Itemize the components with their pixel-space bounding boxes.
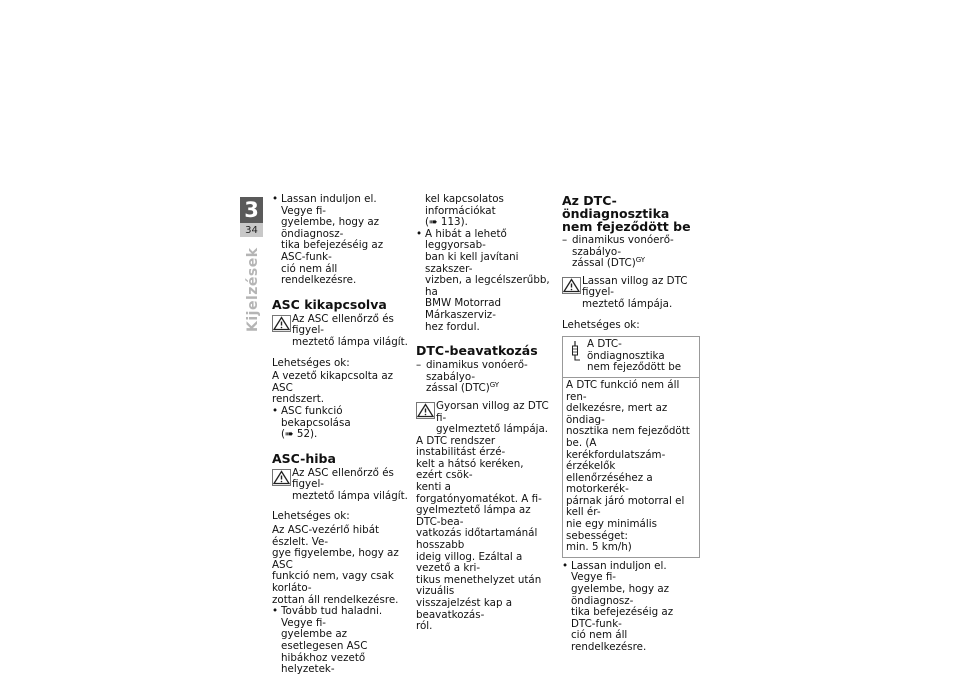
warning-triangle-icon [416,402,435,419]
text-line: kenti a forgatónyomatékot. A fi- [416,481,542,505]
cause-text [272,525,409,606]
text-line: hibákhoz vezető helyzetek- [281,651,366,676]
text-line: Az ASC ellenőrző és figyel- [292,466,394,491]
text-line: zottan áll rendelkezésre. [272,593,399,606]
text-line: • ASC funkció bekapcsolása [281,404,351,429]
text-line [572,258,700,270]
heading-dtc-selfdiag [562,194,700,233]
chapter-number: 3 [240,197,263,223]
page-reference-link[interactable]: (➠ 52). [281,428,318,441]
bullet-asc-enable [272,406,409,441]
text-line: delkezésre, mert az öndiag- [566,402,668,426]
possible-cause-label: Lehetséges ok: [272,510,350,523]
text-line: min. 5 km/h) [566,541,632,554]
text-line: párnak járó motorral el kell ér- [566,494,685,519]
text-line: gyelmeztető lámpája. [436,423,549,436]
text-line: nie egy minimális sebességet: [566,518,657,542]
text-line: ció nem áll rendelkezésre. [571,629,647,653]
warning-triangle-icon [562,277,581,294]
heading-line: nem fejeződött be [562,219,691,234]
diagnosis-icon [569,340,581,362]
heading-asc-fault: ASC-hiba [272,450,336,466]
text-line: gyelembe, hogy az öndiagnosz- [571,583,670,607]
possible-cause-label: Lehetséges ok: [272,356,350,369]
warning-triangle-icon [272,469,291,486]
info-box-header [563,337,699,378]
text-line: ról. [416,620,433,633]
text-line: rendszert. [272,393,325,406]
column-1 [272,194,409,676]
text-line: tikus menethelyzet után vizuális [416,573,542,598]
text-line: kerékfordulatszám-érzékelők [566,448,666,473]
text-line: A DTC funkció nem áll ren- [566,378,680,403]
text-line: – dinamikus vonóerő-szabályo- [572,234,674,258]
cause-text [272,371,409,406]
heading-dtc-intervention: DTC-beavatkozás [416,343,538,359]
column-3 [562,194,700,654]
text-line: vizben, a legcélszerűbb, ha [425,274,550,298]
text-part: zással (DTC) [426,382,490,395]
dash-item-dtc [416,360,552,395]
chapter-tab [240,197,263,237]
text-line: • A hibát a lehető leggyorsab- [425,227,507,252]
text-line: gyelmeztető lámpa az DTC-bea- [416,504,531,528]
text-line: Az ASC ellenőrző és figyel- [292,312,394,337]
text-line: meztető lámpája. [582,297,673,310]
text-line: gye figyelembe, hogy az ASC [272,547,399,571]
option-superscript: GY [635,256,646,265]
text-line: kel kapcsolatos információkat [425,193,504,217]
warning-asc-fault [272,468,409,503]
bullet-start-slowly [272,194,409,287]
text-line: gyelembe az esetlegesen ASC [281,628,368,652]
warning-dtc-fast [416,401,552,436]
option-superscript: GY [489,381,500,390]
text-line: – dinamikus vonóerő-szabályo- [426,359,528,383]
text-line: A DTC rendszer instabilitást érzé- [416,434,506,459]
text-line: vatkozás időtartamánál hosszabb [416,527,538,552]
text-line: hez fordul. [425,320,480,333]
text-line: ció nem áll rendelkezésre. [281,262,357,287]
text-line: nosztika nem fejeződött be. (A [566,425,690,449]
dtc-text [416,436,552,633]
text-line: meztető lámpa világít. [292,335,408,348]
text-line: funkció nem, vagy csak korláto- [272,570,394,595]
text-line: • Lassan induljon el. Vegye fi- [571,559,667,584]
text-line: visszajelzést kap a beavatkozás- [416,597,513,621]
page-number: 34 [240,223,263,237]
text-part: zással (DTC) [572,257,636,270]
text-line: Az ASC-vezérlő hibát észlelt. Ve- [272,524,380,548]
dash-item-dtc [562,235,700,270]
text-line: BMW Motorrad Márkaszerviz- [425,297,502,321]
text-line: A DTC-öndiagnosztika [587,338,665,362]
warning-dtc-slow [562,276,700,311]
heading-line: Az DTC-öndiagnosztika [562,193,670,221]
text-line: • Lassan induljon el. Vegye fi- [281,193,377,217]
text-line: Gyorsan villog az DTC fi- [436,399,549,424]
bullet-continue [272,606,409,676]
text-line [426,383,552,395]
bullet-continued [416,194,552,229]
possible-cause-label: Lehetséges ok: [562,318,640,331]
bullet-start-slowly [562,561,700,654]
page-reference-link[interactable]: (➠ 113). [425,216,468,229]
text-line: A vezető kikapcsolta az ASC [272,370,394,394]
section-title-vertical [245,247,261,348]
text-line: kelt a hátsó keréken, ezért csök- [416,457,524,482]
warning-asc-off [272,314,409,349]
text-line: meztető lámpa világít. [292,489,408,502]
text-line: gyelembe, hogy az öndiagnosz- [281,216,380,240]
text-line: ideig villog. Ezáltal a vezető a kri- [416,550,523,575]
text-line: ban ki kell javítani szakszer- [425,250,519,275]
text-line: tika befejezéséig az ASC-funk- [281,239,384,263]
text-line: ellenőrzéséhez a motorkerék- [566,471,653,496]
section-title: Kijelzések [245,247,261,332]
text-line: nem fejeződött be [587,361,682,374]
info-box [562,336,700,558]
warning-triangle-icon [272,315,291,332]
text-line: tika befejezéséig az DTC-funk- [571,606,674,630]
heading-asc-off: ASC kikapcsolva [272,296,387,312]
bullet-repair [416,229,552,333]
column-2 [416,194,552,633]
text-line: Lassan villog az DTC figyel- [582,274,688,299]
info-box-body [563,378,699,557]
text-line: • Tovább tud haladni. Vegye fi- [281,605,383,629]
